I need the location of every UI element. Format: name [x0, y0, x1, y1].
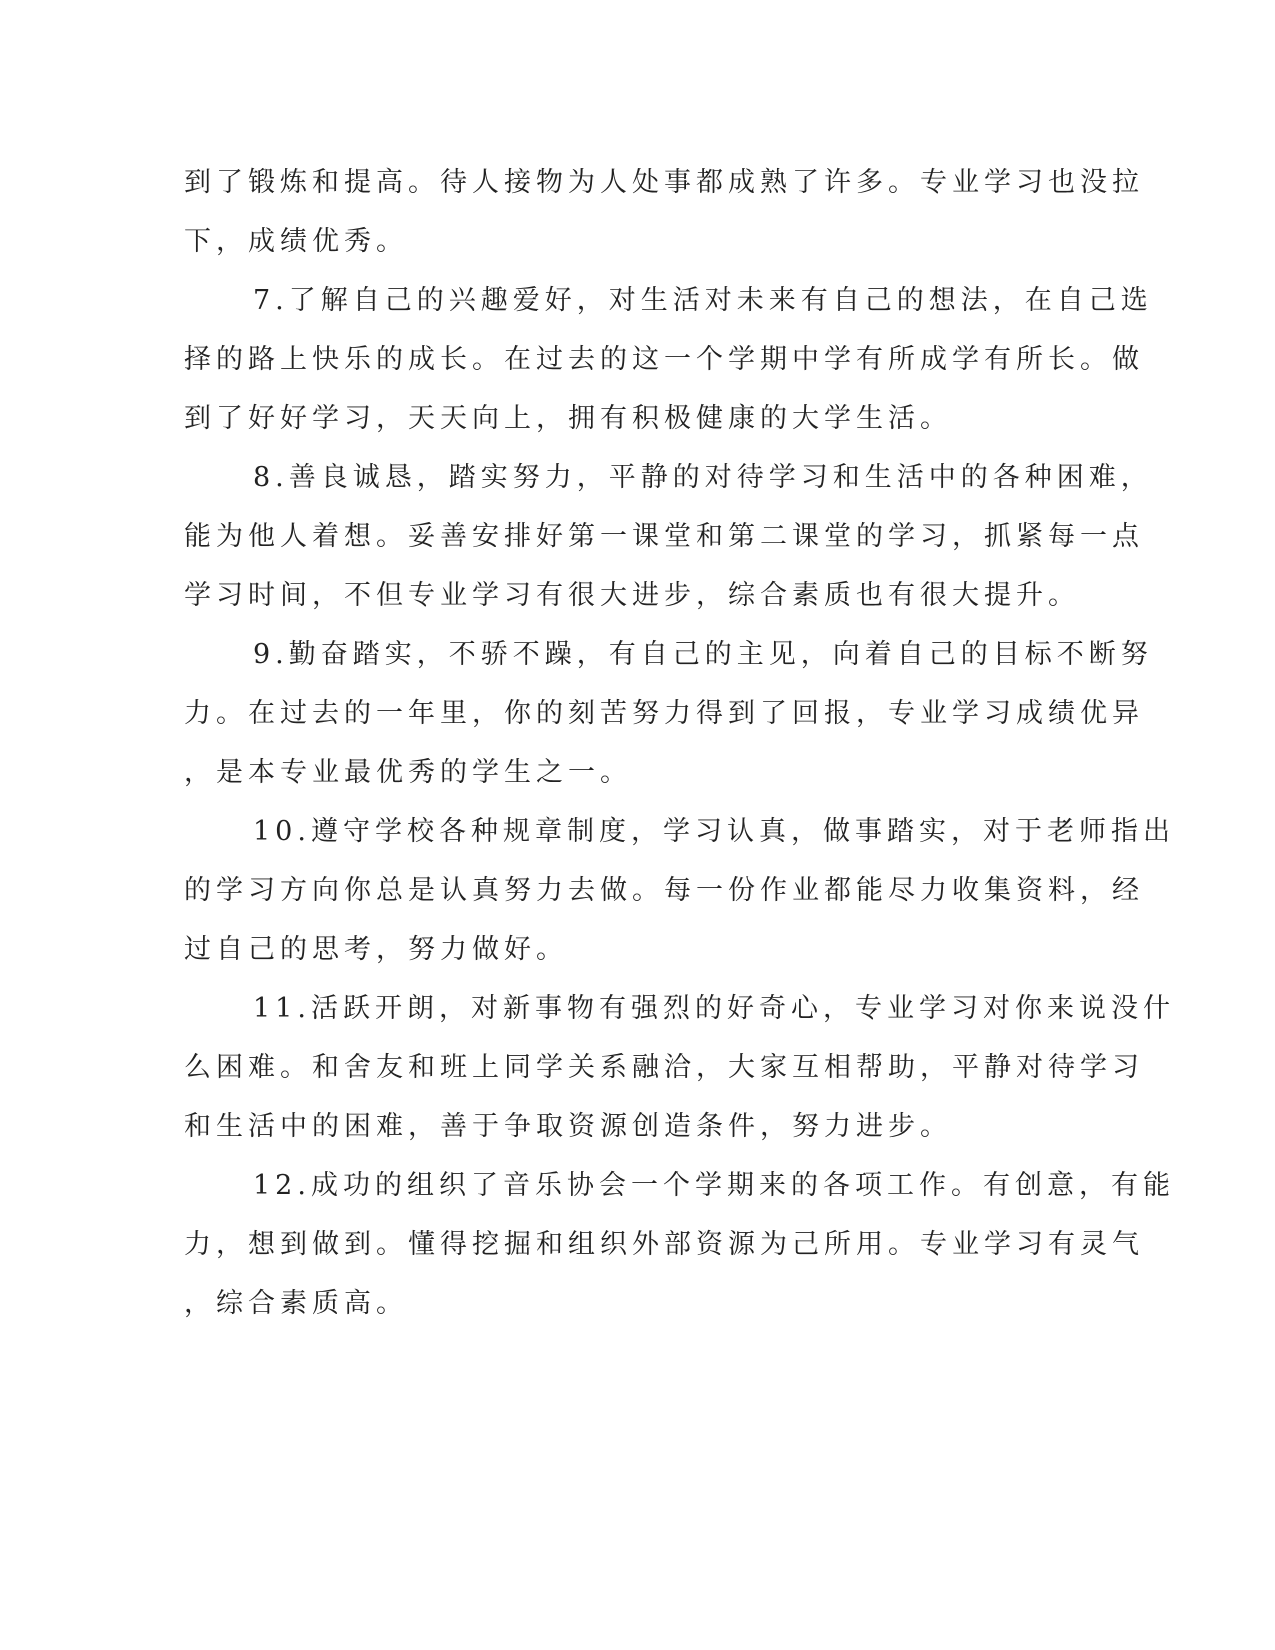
text-line: 能为他人着想。妥善安排好第一课堂和第二课堂的学习，抓紧每一点 [184, 521, 1144, 552]
text-line: ，综合素质高。 [184, 1288, 408, 1319]
paragraph-8-start: 8.善良诚恳，踏实努力，平静的对待学习和生活中的各种困难， [253, 462, 1153, 493]
text-line: 和生活中的困难，善于争取资源创造条件，努力进步。 [184, 1111, 952, 1142]
text-line: 下，成绩优秀。 [184, 226, 408, 257]
text-line: 过自己的思考，努力做好。 [184, 934, 568, 965]
paragraph-11-start: 11.活跃开朗，对新事物有强烈的好奇心，专业学习对你来说没什 [253, 993, 1175, 1024]
text-line: 到了锻炼和提高。待人接物为人处事都成熟了许多。专业学习也没拉 [184, 167, 1144, 198]
text-line: 择的路上快乐的成长。在过去的这一个学期中学有所成学有所长。做 [184, 344, 1144, 375]
text-line: 力。在过去的一年里，你的刻苦努力得到了回报，专业学习成绩优异 [184, 698, 1144, 729]
paragraph-9-start: 9.勤奋踏实，不骄不躁，有自己的主见，向着自己的目标不断努 [253, 639, 1153, 670]
text-line: 学习时间，不但专业学习有很大进步，综合素质也有很大提升。 [184, 580, 1080, 611]
text-line: ，是本专业最优秀的学生之一。 [184, 757, 632, 788]
paragraph-12-start: 12.成功的组织了音乐协会一个学期来的各项工作。有创意，有能 [253, 1170, 1175, 1201]
paragraph-7-start: 7.了解自己的兴趣爱好，对生活对未来有自己的想法，在自己选 [253, 285, 1153, 316]
paragraph-10-start: 10.遵守学校各种规章制度，学习认真，做事踏实，对于老师指出 [253, 816, 1175, 847]
document-body [184, 153, 1175, 1333]
text-line: 力，想到做到。懂得挖掘和组织外部资源为己所用。专业学习有灵气 [184, 1229, 1144, 1260]
text-line: 么困难。和舍友和班上同学关系融洽，大家互相帮助，平静对待学习 [184, 1052, 1144, 1083]
text-line: 到了好好学习，天天向上，拥有积极健康的大学生活。 [184, 403, 952, 434]
text-line: 的学习方向你总是认真努力去做。每一份作业都能尽力收集资料，经 [184, 875, 1144, 906]
